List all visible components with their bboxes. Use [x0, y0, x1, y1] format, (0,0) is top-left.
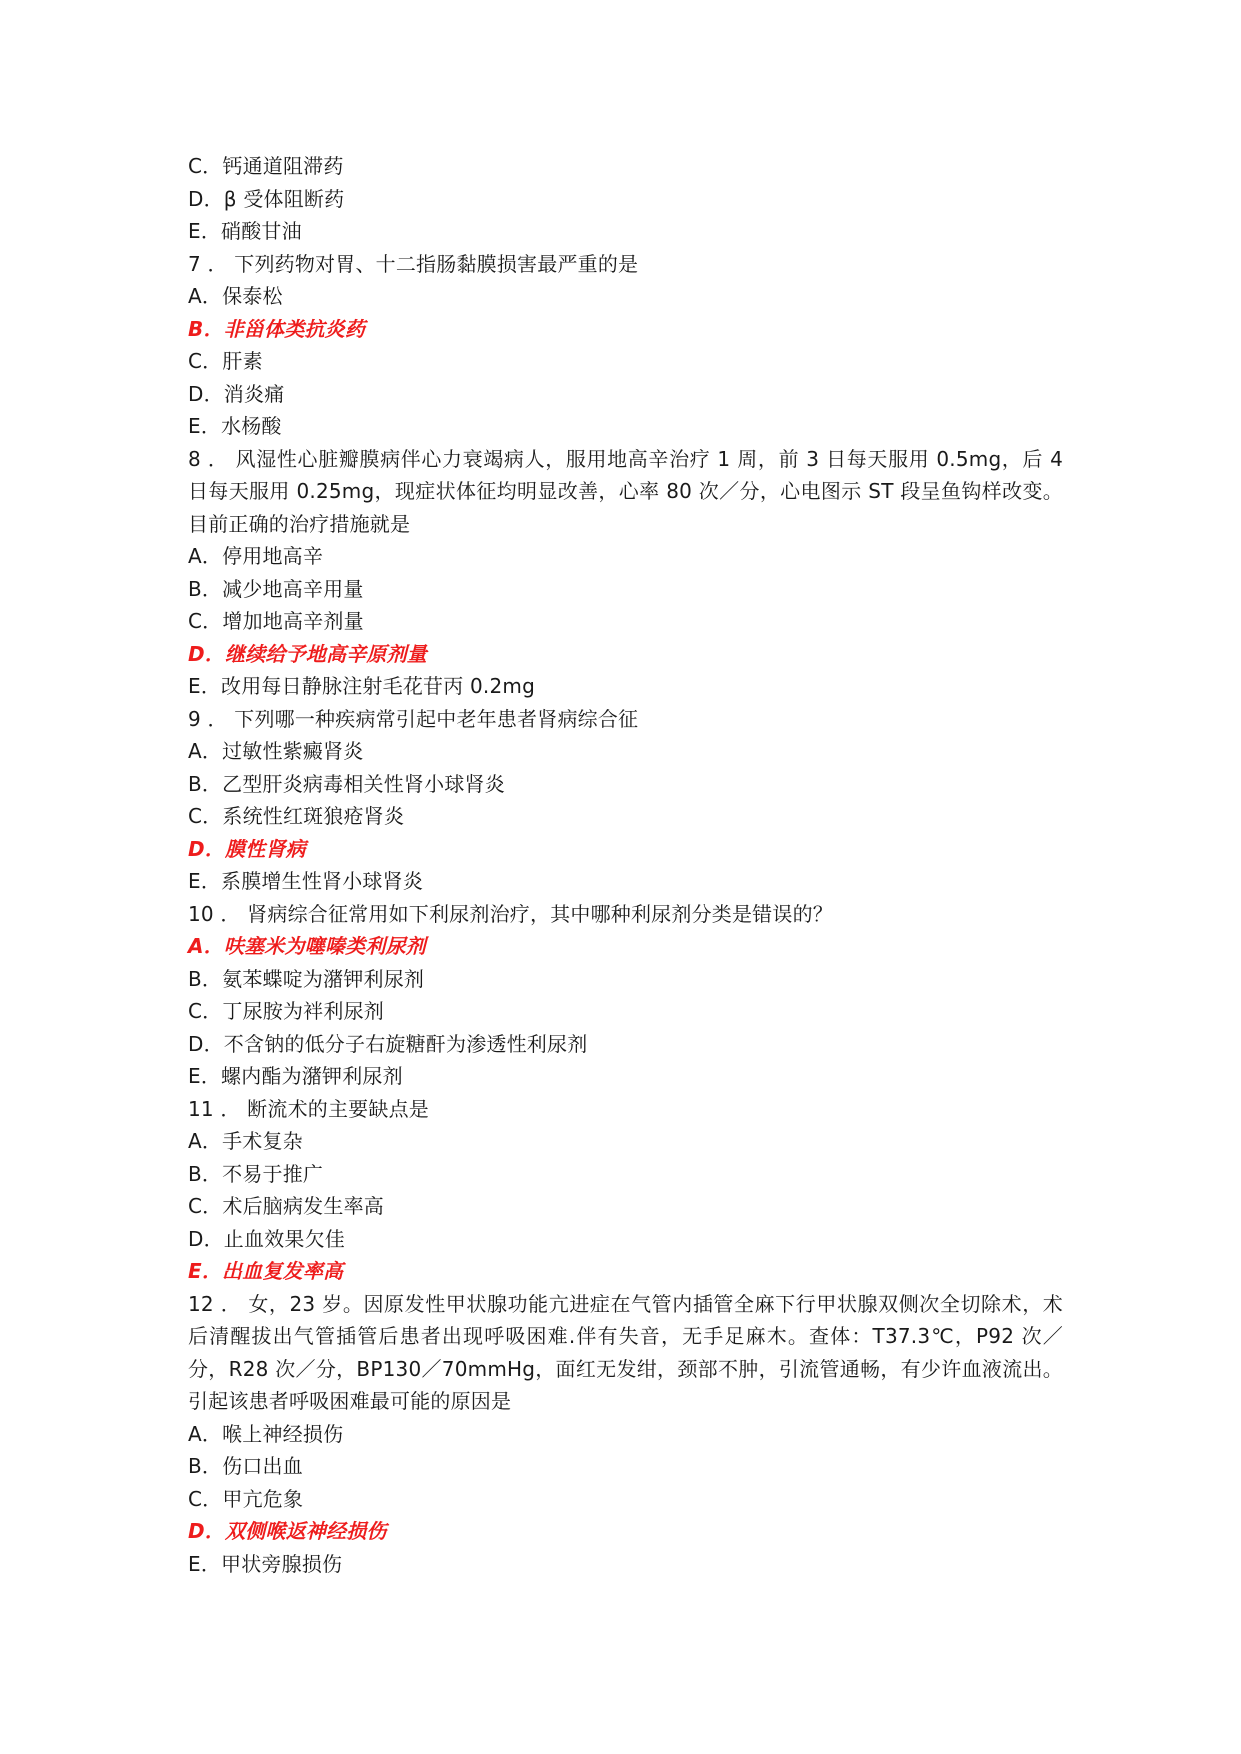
answer-option: A．停用地高辛 — [188, 544, 324, 568]
answer-option: D．消炎痛 — [188, 381, 285, 406]
answer-option: C．增加地高辛剂量 — [188, 609, 364, 633]
answer-option: D．β 受体阻断药 — [188, 186, 345, 211]
question-stem: 9 ． 下列哪一种疾病常引起中老年患者肾病综合征 — [188, 706, 639, 731]
answer-option: E．硝酸甘油 — [188, 219, 302, 243]
correct-answer-option: A．呋塞米为噻嗪类利尿剂 — [188, 934, 426, 958]
answer-option: E．甲状旁腺损伤 — [188, 1551, 343, 1576]
answer-option: A．手术复杂 — [188, 1129, 303, 1153]
answer-option: E．水杨酸 — [188, 414, 282, 438]
answer-option: D．不含钠的低分子右旋糖酐为渗透性利尿剂 — [188, 1031, 588, 1056]
question-stem: 11 ． 断流术的主要缺点是 — [188, 1096, 429, 1121]
correct-answer-option: B．非甾体类抗炎药 — [188, 316, 366, 341]
answer-option: A．保泰松 — [188, 284, 283, 308]
correct-answer-option: D．继续给予地高辛原剂量 — [188, 641, 428, 666]
answer-option: C．钙通道阻滞药 — [188, 154, 344, 178]
answer-option: C．术后脑病发生率高 — [188, 1194, 384, 1218]
correct-answer-option: D．双侧喉返神经损伤 — [188, 1519, 387, 1543]
answer-option: A．喉上神经损伤 — [188, 1421, 344, 1446]
answer-option: E．螺内酯为潴钾利尿剂 — [188, 1064, 403, 1088]
answer-option: C．肝素 — [188, 349, 263, 373]
answer-option: B．乙型肝炎病毒相关性肾小球肾炎 — [188, 771, 505, 796]
answer-option: A．过敏性紫癜肾炎 — [188, 739, 364, 763]
question-list — [188, 150, 1063, 1580]
answer-option: C．系统性红斑狼疮肾炎 — [188, 804, 405, 828]
answer-option: B．伤口出血 — [188, 1454, 303, 1478]
answer-option: B．不易于推广 — [188, 1161, 324, 1186]
question-stem: 10 ． 肾病综合征常用如下利尿剂治疗，其中哪种利尿剂分类是错误的？ — [188, 901, 833, 926]
answer-option: E．改用每日静脉注射毛花苷丙 0.2mg — [188, 674, 535, 698]
answer-option: E．系膜增生性肾小球肾炎 — [188, 869, 424, 893]
correct-answer-option: D．膜性肾病 — [188, 836, 306, 861]
question-stem: 12 ． 女，23 岁。因原发性甲状腺功能亢进症在气管内插管全麻下行甲状腺双侧次全切除术，术后清醒拔出气管插管后患者出现呼吸困难.伴有失音，无手足麻木。查体：T37.3℃，P92 次／分，R28 次／分，BP130／70mmHg，面红无发绀，颈部不肿，引流管通畅，有少许血液流出。引起该患者呼吸困难最可能的原因是 — [188, 1291, 1063, 1413]
correct-answer-option: E．出血复发率高 — [188, 1259, 344, 1283]
question-stem: 8 ． 风湿性心脏瓣膜病伴心力衰竭病人，服用地高辛治疗 1 周，前 3 日每天服用 0.5mg，后 4 日每天服用 0.25mg，现症状体征均明显改善，心率 80 次／分，心电图示 ST 段呈鱼钩样改变。目前正确的治疗措施就是 — [188, 446, 1063, 536]
answer-option: D．止血效果欠佳 — [188, 1226, 346, 1251]
question-stem: 7 ． 下列药物对胃、十二指肠黏膜损害最严重的是 — [188, 251, 639, 276]
answer-option: C．丁尿胺为袢利尿剂 — [188, 999, 384, 1023]
answer-option: B．氨苯蝶啶为潴钾利尿剂 — [188, 966, 425, 991]
answer-option: C．甲亢危象 — [188, 1486, 304, 1511]
answer-option: B．减少地高辛用量 — [188, 576, 364, 601]
